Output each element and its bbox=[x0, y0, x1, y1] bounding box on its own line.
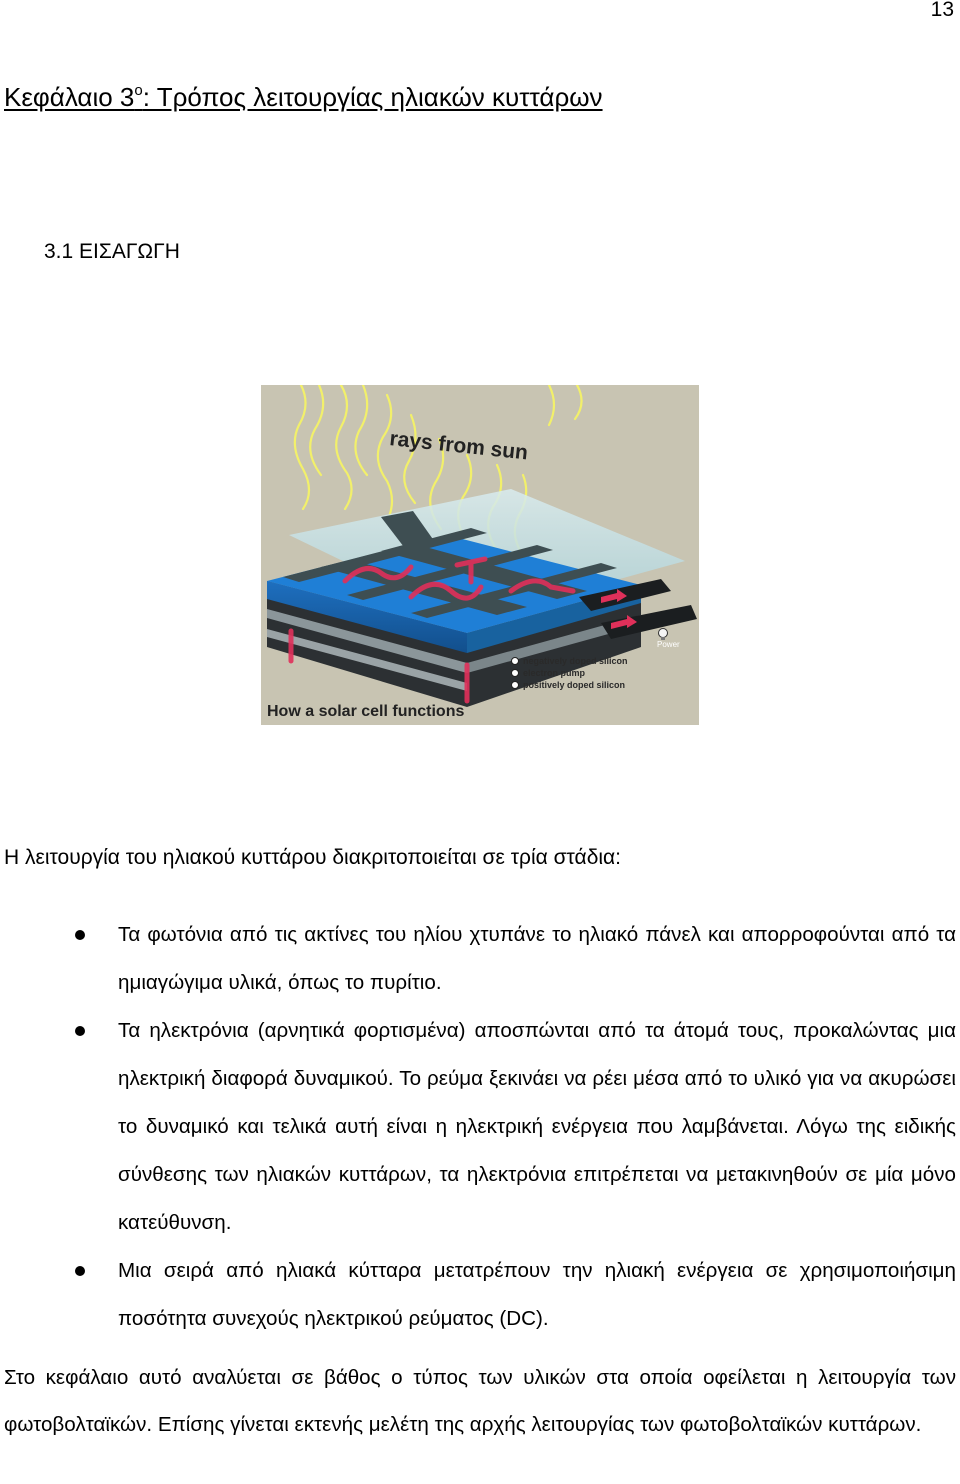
chapter-ordinal-superscript: ο bbox=[134, 82, 143, 99]
legend-label: negatively doped silicon bbox=[523, 656, 628, 666]
list-item bbox=[0, 911, 956, 1007]
stages-list bbox=[0, 911, 956, 1343]
chapter-title-prefix: Κεφάλαιο 3 bbox=[4, 82, 135, 112]
solar-cell-illustration bbox=[261, 385, 699, 725]
list-item-text: Τα ηλεκτρόνια (αρνητικά φορτισμένα) αποσπώνται από τα άτομά τους, προκαλώντας μια ηλεκτρική διαφορά δυναμικού. Το ρεύμα ξεκινάει να ρέει μέσα από το υλικό για να ακυρώσει το δυναμικό και τελικά αυτή είναι η ηλεκτρική ενέργεια που λαμβάνεται. Λόγω της ειδικής σύνθεσης των ηλιακών κυττάρων, τα ηλεκτρόνια επιτρέπεται να μετακινηθούν σε μία μόνο κατεύθυνση. bbox=[118, 1019, 956, 1234]
legend-marker bbox=[512, 682, 519, 689]
closing-paragraph: Στο κεφάλαιο αυτό αναλύεται σε βάθος ο τύπος των υλικών στα οποία οφείλεται η λειτουργία των φωτοβολταϊκών. Επίσης γίνεται εκτενής μελέτη της αρχής λειτουργίας των φωτοβολταϊκών κυττάρων. bbox=[4, 1366, 956, 1436]
intro-paragraph: Η λειτουργία του ηλιακού κυττάρου διακριτοποιείται σε τρία στάδια: bbox=[4, 846, 622, 869]
sun-ray bbox=[549, 385, 554, 425]
legend-marker bbox=[512, 670, 519, 677]
chapter-title-suffix: : Τρόπος λειτουργίας ηλιακών κυττάρων bbox=[142, 82, 603, 112]
legend-label: electron pump bbox=[523, 668, 586, 678]
solar-cell-figure bbox=[261, 385, 699, 725]
sun-ray bbox=[355, 385, 367, 475]
legend-label: positively doped silicon bbox=[523, 680, 626, 690]
sun-ray bbox=[310, 385, 323, 475]
lightbulb-icon bbox=[659, 629, 668, 641]
sun-ray bbox=[295, 385, 309, 509]
list-item bbox=[0, 1247, 956, 1343]
list-item-text: Τα φωτόνια από τις ακτίνες του ηλίου χτυπάνε το ηλιακό πάνελ και απορροφούνται από τα ημιαγώγιμα υλικά, όπως το πυρίτιο. bbox=[118, 923, 956, 994]
bullet-icon bbox=[75, 1266, 85, 1276]
page-number: 13 bbox=[930, 0, 954, 21]
list-item-text: Μια σειρά από ηλιακά κύτταρα μετατρέπουν την ηλιακή ενέργεια σε χρησιμοποιήσιμη ποσότητα συνεχούς ηλεκτρικού ρεύματος (DC). bbox=[118, 1259, 956, 1330]
power-label: Power bbox=[657, 640, 680, 649]
sun-ray bbox=[336, 385, 351, 509]
chapter-title bbox=[4, 80, 603, 114]
sun-ray bbox=[378, 395, 392, 521]
legend-marker bbox=[512, 658, 519, 665]
figure-caption: How a solar cell functions bbox=[267, 703, 465, 720]
list-item bbox=[0, 1007, 956, 1247]
figure-legend bbox=[512, 656, 628, 690]
figure-heading: rays from sun bbox=[388, 427, 530, 465]
sun-ray bbox=[575, 385, 582, 419]
bullet-icon bbox=[75, 1026, 85, 1036]
bullet-icon bbox=[75, 930, 85, 940]
section-title: 3.1 ΕΙΣΑΓΩΓΗ bbox=[44, 240, 180, 263]
